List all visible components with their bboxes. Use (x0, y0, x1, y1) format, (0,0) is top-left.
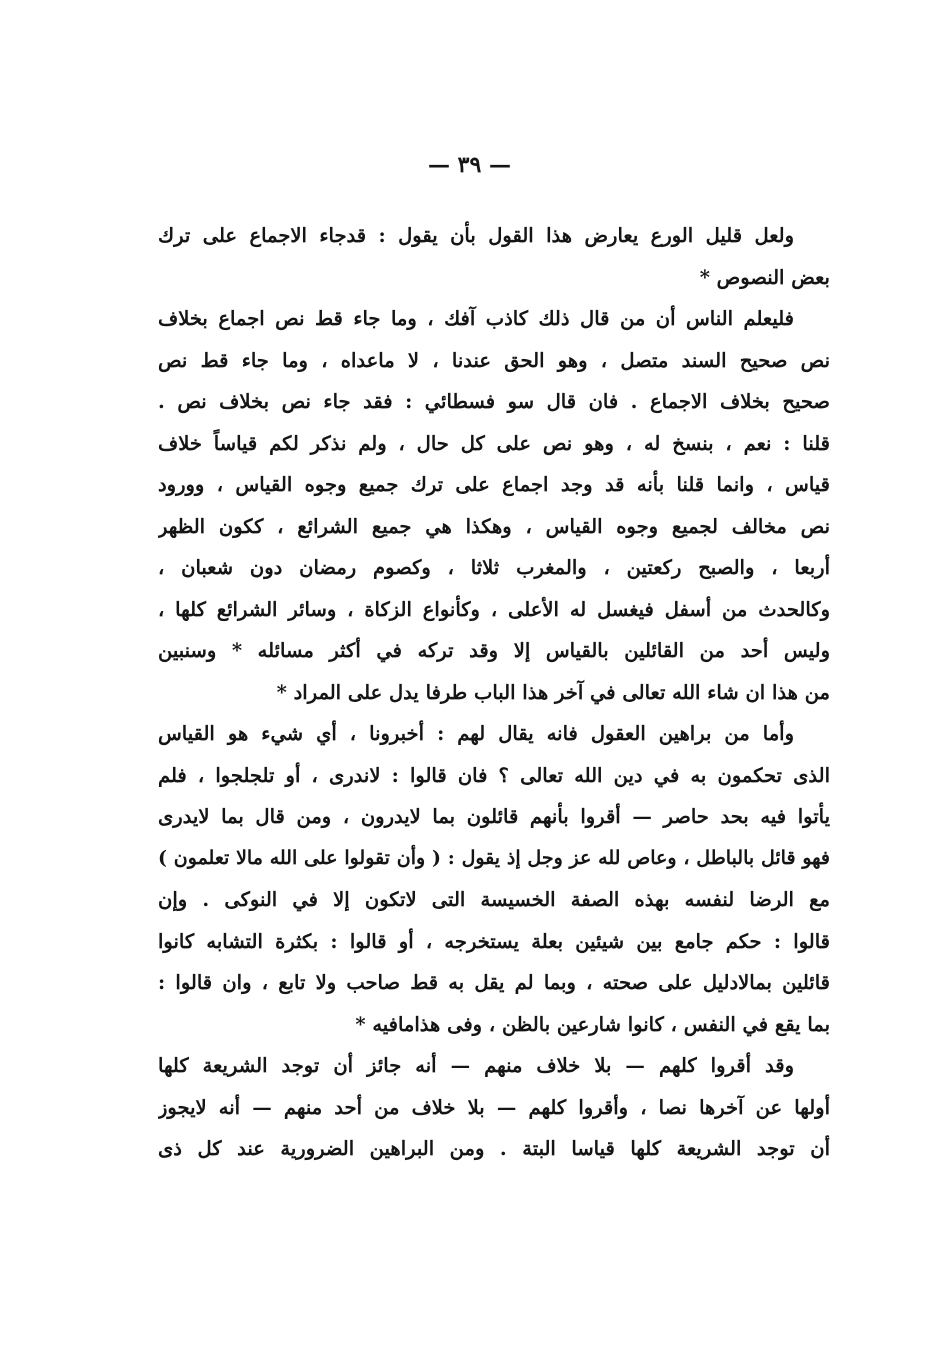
text-line: فهو قائل بالباطل ، وعاص لله عز وجل إذ يقول : ( وأن تقولوا على الله مالا تعلمون ) (158, 846, 830, 869)
text-line: أولها عن آخرها نصا ، وأقروا كلهم — بلا خلاف من أحد منهم — أنه لايجوز (158, 1095, 830, 1119)
text-line: قياس ، وانما قلنا بأنه قد وجد اجماع على ترك جميع وجوه القياس ، وورود (158, 473, 830, 496)
text-line: صحيح بخلاف الاجماع . فان قال سو فسطائي : فقد جاء نص بخلاف نص . (158, 390, 830, 413)
text-line: من هذا ان شاء الله تعالى في آخر هذا الباب طرفا يدل على المراد * (276, 680, 830, 704)
text-line: بعض النصوص * (699, 265, 830, 289)
paragraph-1 (158, 215, 830, 298)
text-line: نص مخالف لجميع وجوه القياس ، وهكذا هي جميع الشرائع ، ككون الظهر (158, 514, 830, 538)
text-line: نص صحيح السند متصل ، وهو الحق عندنا ، لا ماعداه ، وما جاء قط نص (158, 348, 830, 372)
text-line: بما يقع في النفس ، كانوا شارعين بالظن ، وفى هذامافيه * (355, 1012, 830, 1036)
text-line: ولعل قليل الورع يعارض هذا القول بأن يقول : قدجاء الاجماع على ترك (158, 224, 794, 247)
paragraph-3 (158, 713, 830, 1045)
text-line: وليس أحد من القائلين بالقياس إلا وقد تركه في أكثر مسائله * وسنبين (158, 639, 830, 662)
text-line: قلنا : نعم ، بنسخ له ، وهو نص على كل حال ، ولم نذكر لكم قياساً خلاف (158, 431, 830, 455)
text-line: وقد أقروا كلهم — بلا خلاف منهم — أنه جائز أن توجد الشريعة كلها (158, 1054, 794, 1077)
text-line: يأتوا فيه بحد حاصر — أقروا بأنهم قائلون بما لايدرون ، ومن قال بما لايدرى (158, 805, 830, 828)
text-line: مع الرضا لنفسه بهذه الصفة الخسيسة التى لاتكون إلا في النوكى . وإن (158, 888, 830, 911)
paragraph-4 (158, 1045, 830, 1170)
text-line: قالوا : حكم جامع بين شيئين بعلة يستخرجه ، أو قالوا : بكثرة التشابه كانوا (158, 929, 830, 953)
text-line: أن توجد الشريعة كلها قياسا البتة . ومن البراهين الضرورية عند كل ذى (158, 1137, 830, 1160)
paragraph-2 (158, 298, 830, 713)
text-line: أربعا ، والصبح ركعتين ، والمغرب ثلاثا ، وكصوم رمضان دون شعبان ، (158, 556, 830, 579)
text-line: الذى تحكمون به في دين الله تعالى ؟ فان قالوا : لاندرى ، أو تلجلجوا ، فلم (158, 763, 830, 787)
text-line: وأما من براهين العقول فانه يقال لهم : أخبرونا ، أي شيء هو القياس (158, 722, 794, 745)
text-line: وكالحدث من أسفل فيغسل له الأعلى ، وكأنواع الزكاة ، وسائر الشرائع كلها ، (158, 597, 830, 621)
text-line: فليعلم الناس أن من قال ذلك كاذب آفك ، وما جاء قط نص اجماع بخلاف (158, 307, 794, 330)
text-line: قائلين بمالادليل على صحته ، وبما لم يقل به قط صاحب ولا تابع ، وان قالوا : (158, 971, 830, 994)
page-number: — ٣٩ — (428, 152, 511, 178)
